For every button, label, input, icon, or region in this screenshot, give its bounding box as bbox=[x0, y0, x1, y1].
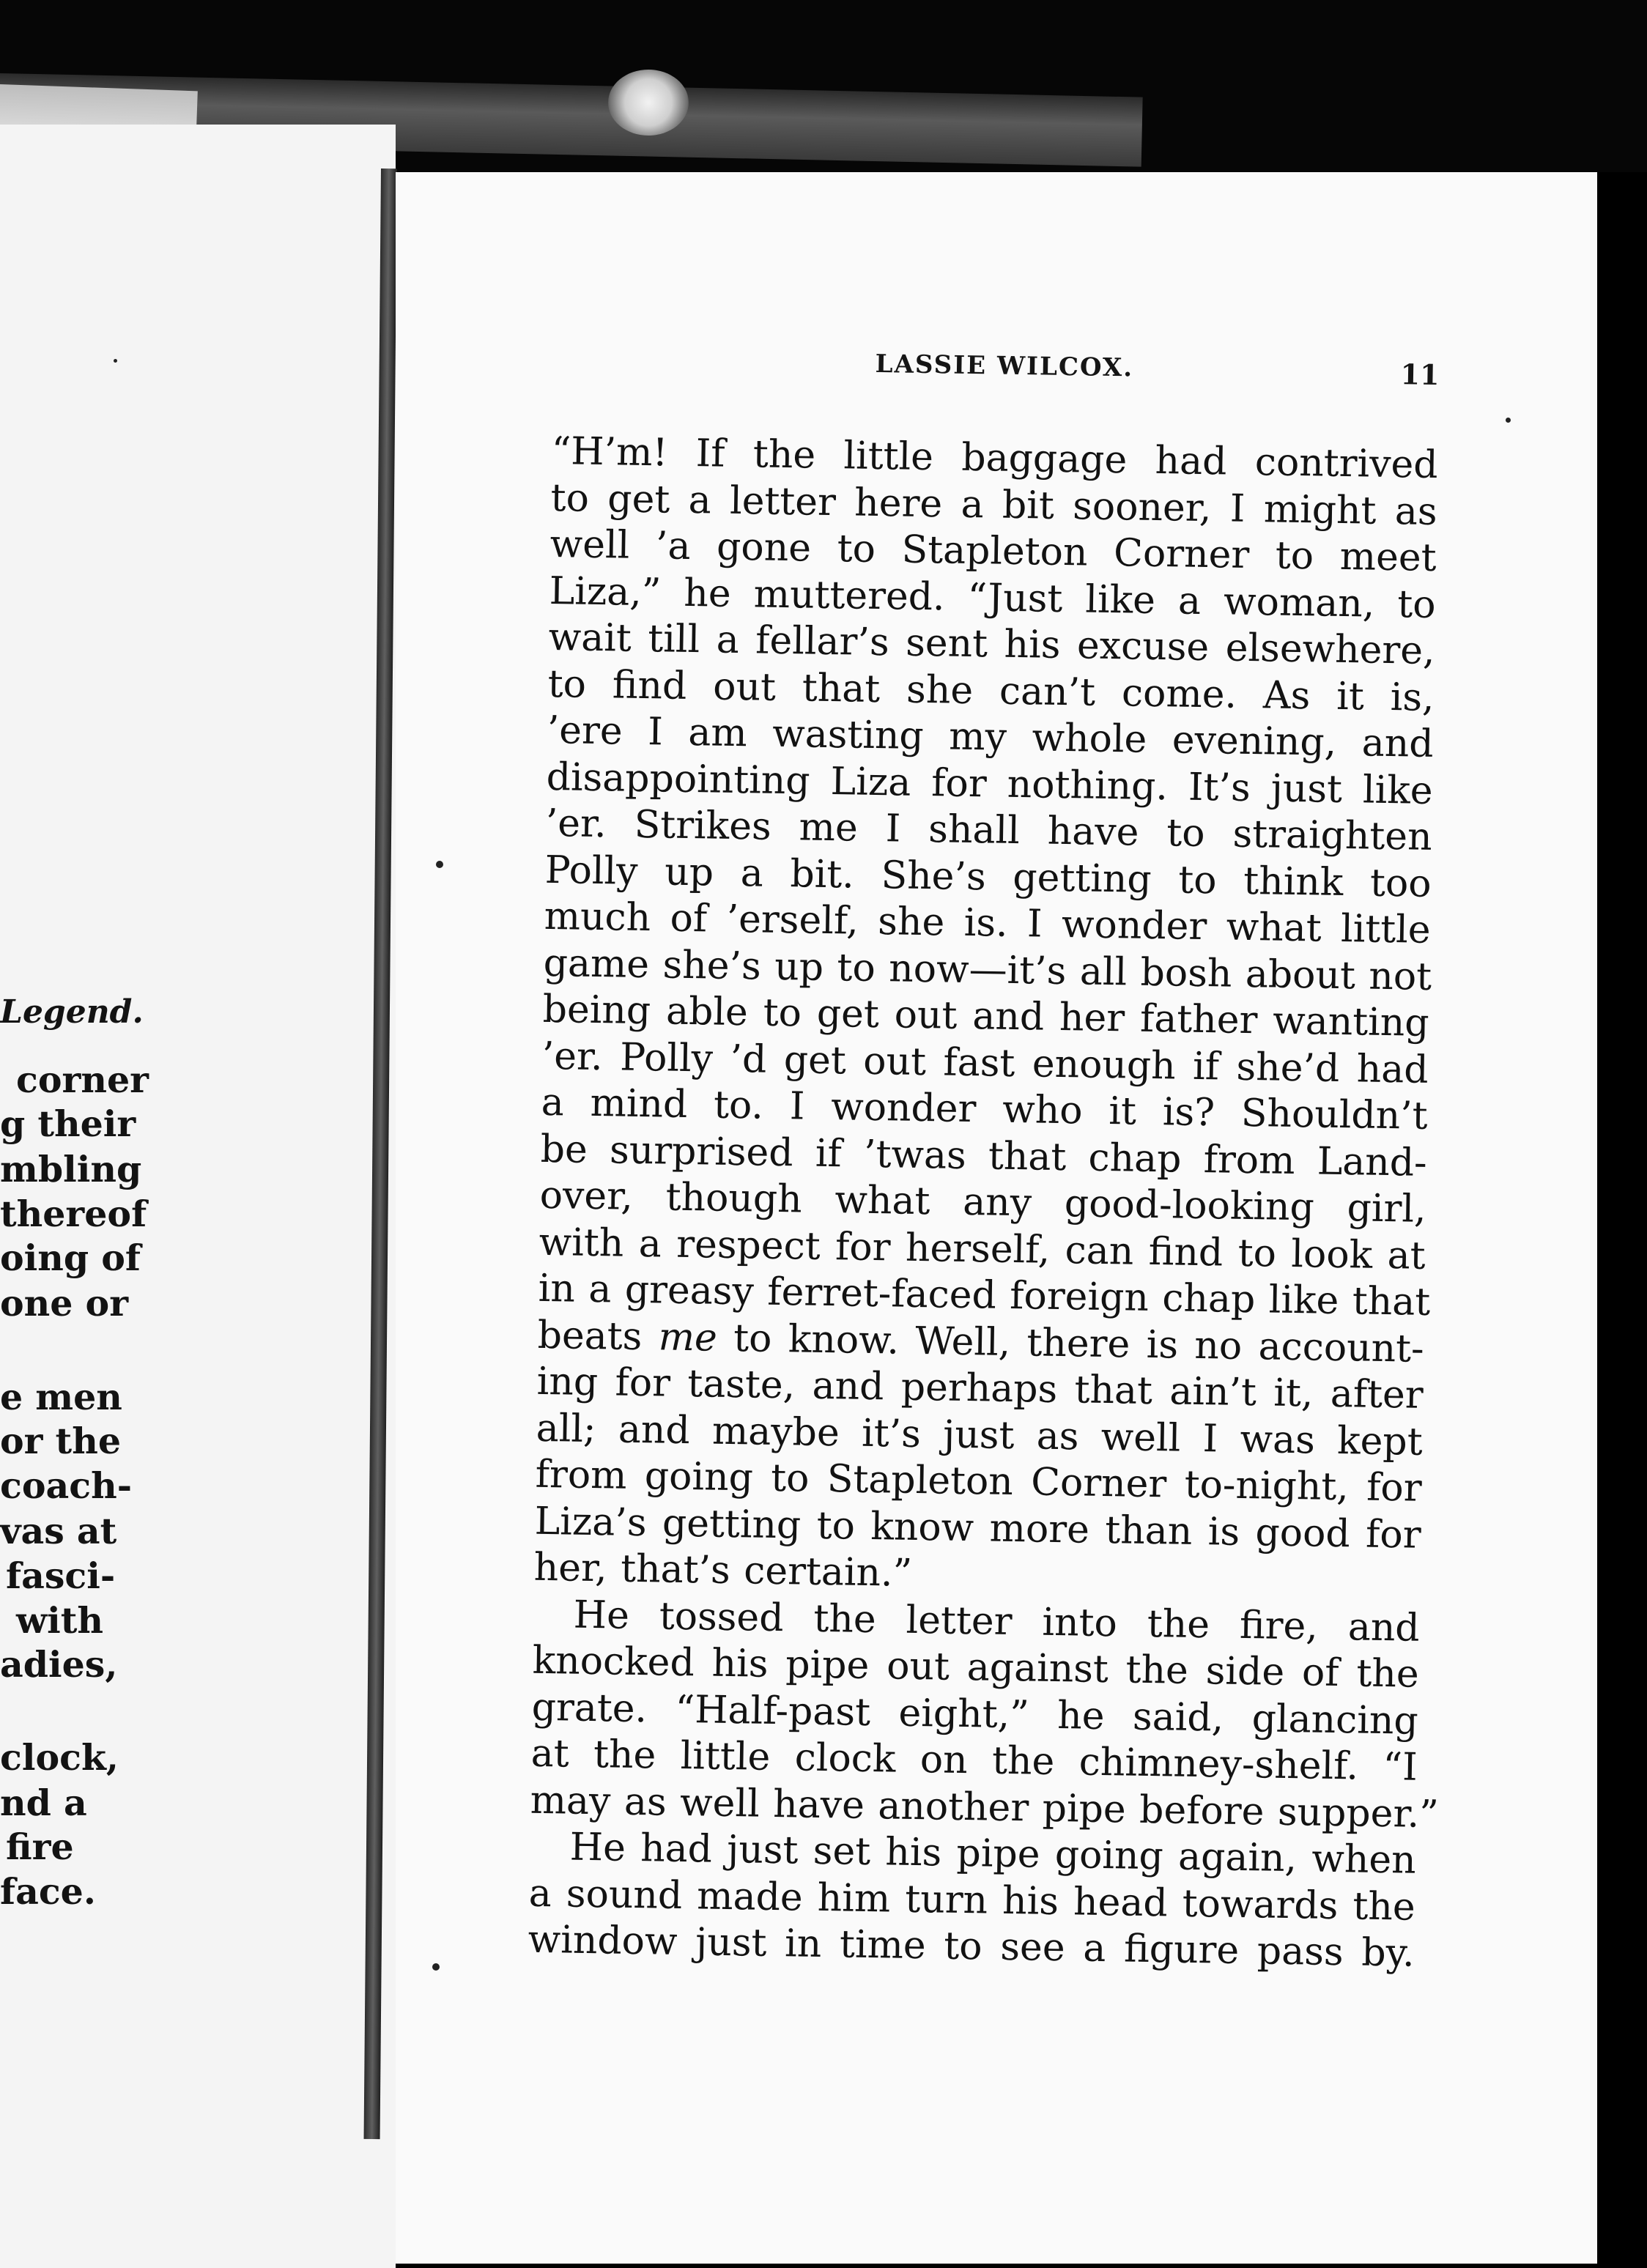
text-line: “H’m! If the little baggage had contrived bbox=[551, 429, 1439, 487]
scan-right-edge bbox=[1597, 172, 1647, 2268]
text-line: much of ’erself, she is. I wonder what little bbox=[544, 894, 1432, 952]
text-line: Polly up a bit. She’s getting to think too bbox=[544, 848, 1432, 906]
text-line: knocked his pipe out against the side of the bbox=[532, 1638, 1420, 1697]
paragraph bbox=[528, 1824, 1416, 1977]
page-content bbox=[528, 344, 1440, 1977]
text-line: in a greasy ferret-faced foreign chap like that bbox=[538, 1266, 1431, 1324]
text-line: game she’s up to now—it’s all bosh about not bbox=[543, 941, 1432, 999]
left-fragment: fire bbox=[6, 1826, 74, 1868]
left-fragment: nd a bbox=[0, 1782, 87, 1824]
text-line: may as well have another pipe before supper.” bbox=[530, 1778, 1440, 1837]
left-fragment: face. bbox=[0, 1870, 96, 1913]
text-line: be surprised if ’twas that chap from Land- bbox=[540, 1127, 1428, 1185]
book-page bbox=[396, 172, 1597, 2264]
left-fragment: mbling bbox=[0, 1148, 142, 1190]
text-line: being able to get out and her father wanting bbox=[542, 987, 1430, 1045]
text-line: a sound made him turn his head towards the bbox=[528, 1871, 1416, 1930]
left-fragment: g their bbox=[0, 1102, 136, 1145]
left-fragment: e men bbox=[0, 1376, 122, 1418]
text-line: beats me to know. Well, there is no account- bbox=[537, 1313, 1425, 1371]
text-line: ’er. Strikes me I shall have to straighten bbox=[545, 801, 1433, 859]
text-line: Liza,” he muttered. “Just like a woman, to bbox=[549, 568, 1437, 627]
left-fragment: one or bbox=[0, 1282, 129, 1324]
left-fragment: clock, bbox=[0, 1736, 119, 1779]
left-fragment: fasci- bbox=[6, 1554, 116, 1597]
left-fragment: oing of bbox=[0, 1237, 141, 1279]
left-fragment: coach- bbox=[0, 1464, 133, 1507]
text-line: to get a letter here a bit sooner, I might as bbox=[550, 475, 1438, 534]
text-line: He had just set his pipe going again, when bbox=[569, 1825, 1417, 1883]
running-head-title: LASSIE WILCOX. bbox=[875, 349, 1134, 383]
speck bbox=[114, 359, 117, 363]
paper-stain bbox=[608, 70, 689, 136]
text-line: from going to Stapleton Corner to-night, for bbox=[535, 1452, 1423, 1511]
left-fragment: Legend. bbox=[0, 993, 144, 1031]
text-line: grate. “Half-past eight,” he said, glancing bbox=[531, 1685, 1419, 1743]
running-head bbox=[552, 344, 1440, 402]
text-line: Liza’s getting to know more than is good for bbox=[534, 1499, 1422, 1557]
left-fragment: corner bbox=[16, 1059, 149, 1101]
text-line: all; and maybe it’s just as well I was kept bbox=[536, 1406, 1424, 1464]
text-line: with a respect for herself, can find to look at bbox=[538, 1220, 1426, 1278]
text-line: window just in time to see a figure pass by. bbox=[528, 1917, 1415, 1976]
text-line: ’ere I am wasting my whole evening, and bbox=[547, 708, 1435, 766]
text-line: a mind to. I wonder who it is? Shouldn’t bbox=[541, 1080, 1429, 1138]
facing-page bbox=[0, 125, 396, 2268]
text-line: wait till a fellar’s sent his excuse elsewhere, bbox=[548, 615, 1436, 673]
text-line: ing for taste, and perhaps that ain’t it, after bbox=[536, 1359, 1424, 1418]
left-fragment: or the bbox=[0, 1420, 121, 1462]
text-line: her, that’s certain.” bbox=[533, 1545, 913, 1596]
text-line: well ’a gone to Stapleton Corner to meet bbox=[549, 522, 1437, 580]
page-number: 11 bbox=[1400, 357, 1440, 392]
text-line: over, though what any good-looking girl, bbox=[539, 1173, 1427, 1231]
text-line: disappointing Liza for nothing. It’s just like bbox=[546, 755, 1434, 813]
text-line: ’er. Polly ’d get out fast enough if she’d had bbox=[541, 1034, 1429, 1092]
speck bbox=[1506, 418, 1511, 423]
speck bbox=[436, 861, 443, 868]
left-fragment: thereof bbox=[0, 1193, 147, 1235]
left-fragment: vas at bbox=[0, 1510, 117, 1552]
text-line: to find out that she can’t come. As it is, bbox=[547, 662, 1435, 720]
paragraph bbox=[533, 429, 1438, 1605]
body-text bbox=[528, 429, 1438, 1977]
left-fragment: adies, bbox=[0, 1643, 118, 1686]
left-fragment: with bbox=[16, 1599, 104, 1642]
speck bbox=[432, 1963, 440, 1971]
text-line: at the little clock on the chimney-shelf. “I bbox=[530, 1731, 1418, 1790]
paragraph bbox=[530, 1591, 1440, 1837]
text-line: He tossed the letter into the fire, and bbox=[573, 1593, 1421, 1650]
